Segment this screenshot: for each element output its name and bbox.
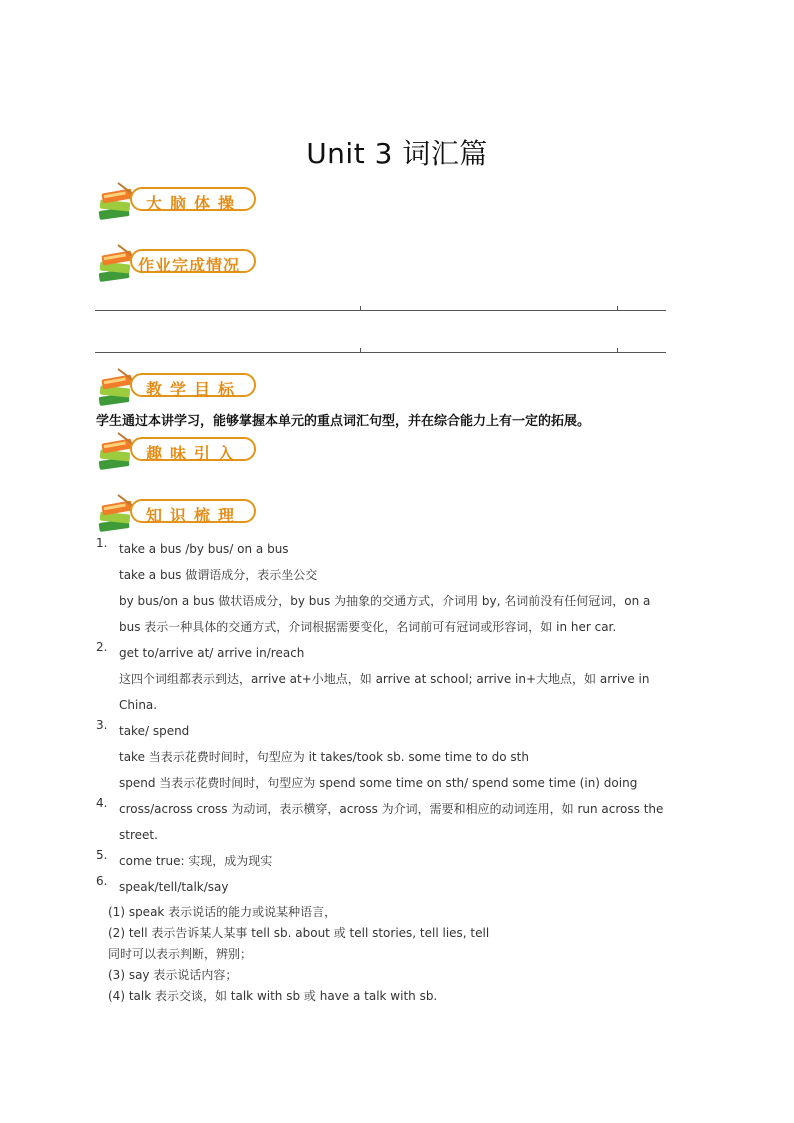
section-banner-knowledge (96, 493, 260, 533)
item-number: 5. (96, 848, 108, 862)
item-line: take a bus /by bus/ on a bus (119, 542, 289, 556)
section-banner-intro (96, 431, 260, 471)
list-item (96, 640, 706, 718)
line-tick (617, 306, 618, 310)
answer-line (95, 310, 666, 311)
item-line: get to/arrive at/ arrive in/reach (119, 646, 305, 660)
item-line: come true: 实现，成为现实 (119, 854, 273, 868)
list-item (96, 848, 706, 874)
item-line: bus 表示一种具体的交通方式，介词根据需要变化，名词前可有冠词或形容词，如 in her car. (119, 620, 617, 634)
item-line: cross/across cross 为动词，表示横穿，across 为介词，需要和相应的动词连用，如 run across the (119, 802, 664, 816)
list-item (96, 874, 706, 900)
sub-list (108, 902, 706, 1007)
section-banner-homework (96, 243, 260, 283)
sub-item: (2) tell 表示告诉某人某事 tell sb. about 或 tell stories, tell lies, tell (108, 926, 490, 940)
item-line: China. (119, 698, 158, 712)
answer-line (95, 352, 666, 353)
item-number: 1. (96, 536, 108, 550)
sub-item: (4) talk 表示交谈，如 talk with sb 或 have a talk with sb. (108, 989, 438, 1003)
line-tick (617, 348, 618, 352)
item-number: 3. (96, 718, 108, 732)
line-tick (360, 348, 361, 352)
section-banner-goal (96, 367, 260, 407)
item-number: 4. (96, 796, 108, 810)
sub-item: 同时可以表示判断，辨别； (108, 947, 253, 961)
item-line: by bus/on a bus 做状语成分，by bus 为抽象的交通方式，介词用 by, 名词前没有任何冠词，on a (119, 594, 651, 608)
line-tick (360, 306, 361, 310)
page-title: Unit 3 词汇篇 (306, 137, 488, 170)
section-title: 趣味引入 (146, 444, 243, 463)
sub-item: (3) say 表示说话内容； (108, 968, 238, 982)
section-title: 大脑体操 (146, 194, 243, 213)
list-item (96, 718, 706, 796)
item-line: spend 当表示花费时间时，句型应为 spend some time on sth/ spend some time (in) doing (119, 776, 638, 790)
item-line: speak/tell/talk/say (119, 880, 229, 894)
item-line: take/ spend (119, 724, 190, 738)
section-title: 知识梳理 (146, 506, 243, 525)
section-title: 教学目标 (146, 380, 243, 399)
section-banner-brain (96, 181, 260, 221)
goal-text: 学生通过本讲学习，能够掌握本单元的重点词汇句型，并在综合能力上有一定的拓展。 (96, 414, 591, 429)
list-item (96, 796, 706, 848)
item-line: 这四个词组都表示到达，arrive at+小地点，如 arrive at school; arrive in+大地点，如 arrive in (119, 672, 650, 686)
item-number: 2. (96, 640, 108, 654)
section-title: 作业完成情况 (138, 256, 241, 275)
sub-item: (1) speak 表示说话的能力或说某种语言， (108, 905, 337, 919)
list-item (96, 536, 706, 640)
knowledge-list (96, 536, 706, 1007)
item-line: take 当表示花费时间时，句型应为 it takes/took sb. some time to do sth (119, 750, 529, 764)
item-number: 6. (96, 874, 108, 888)
item-line: take a bus 做谓语成分，表示坐公交 (119, 568, 318, 582)
item-line: street. (119, 828, 158, 842)
